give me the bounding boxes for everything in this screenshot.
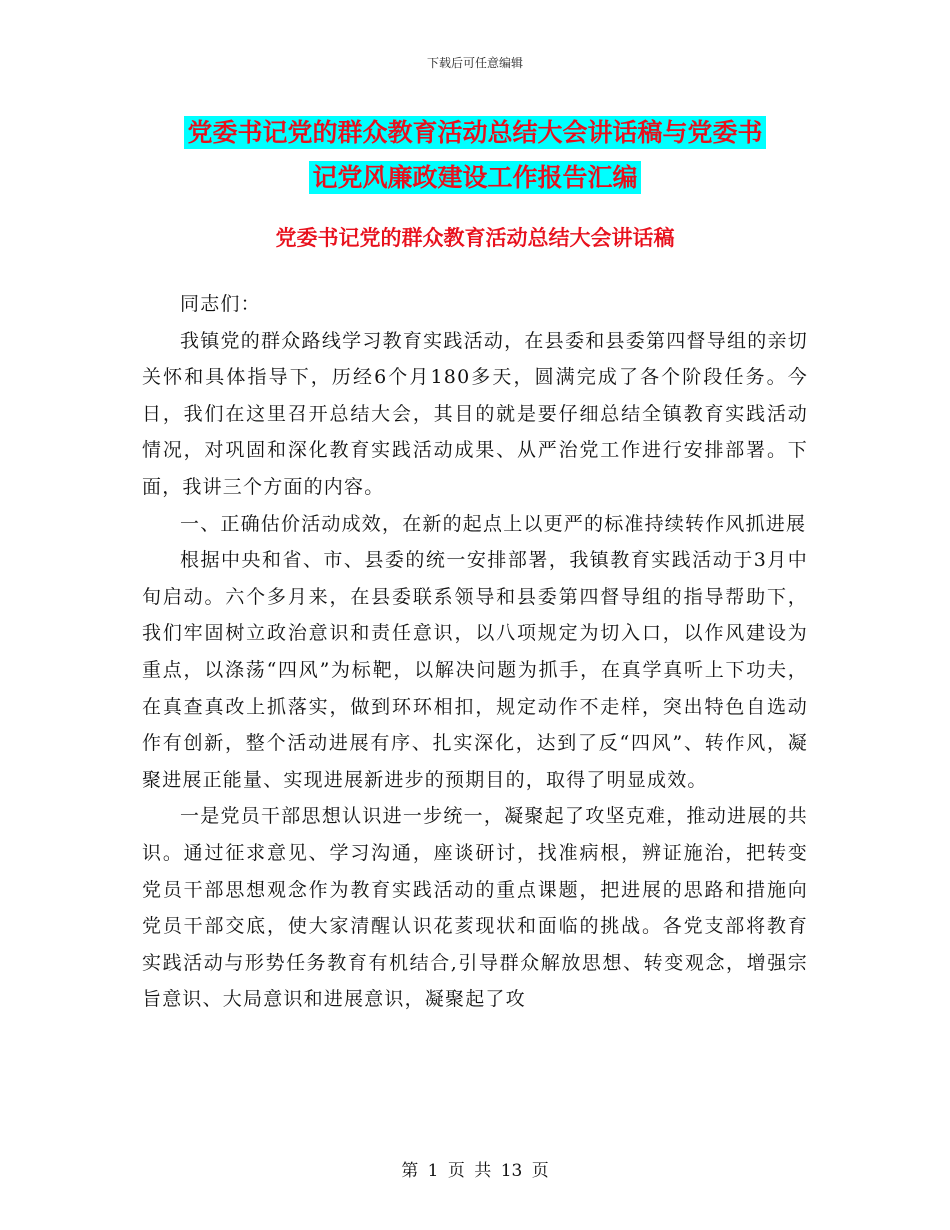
document-title xyxy=(140,110,810,200)
body-paragraph: 一、正确估价活动成效，在新的起点上以更严的标准持续转作风抓进展 xyxy=(180,512,807,535)
section-title: 党委书记党的群众教育活动总结大会讲话稿 xyxy=(275,225,675,250)
body-paragraph: 根据中央和省、市、县委的统一安排部署，我镇教育实践活动于3月中旬启动。六个多月来，在县委联系领导和县委第四督导组的指导帮助下，我们牢固树立政治意识和责任意识，以八项规定为切入口，以作风建设为重点，以涤荡“四风”为标靶，以解决问题为抓手，在真学真听上下功夫，在真查真改上抓落实，做到环环相扣，规定动作不走样，突出特色自选动作有创新，整个活动进展有序、扎实深化，达到了反“四风”、转作风，凝聚进展正能量、实现进展新进步的预期目的，取得了明显成效。 xyxy=(142,549,808,791)
page-header-note: 下载后可任意编辑 xyxy=(426,56,523,70)
document-body xyxy=(142,286,808,1018)
page-number: 第 1 页 共 13 页 xyxy=(401,1161,549,1181)
body-paragraph: 我镇党的群众路线学习教育实践活动，在县委和县委第四督导组的亲切关怀和具体指导下，历经6个月180多天，圆满完成了各个阶段任务。今日，我们在这里召开总结大会，其目的就是要仔细总结全镇教育实践活动情况，对巩固和深化教育实践活动成果、从严治党工作进行安排部署。下面，我讲三个方面的内容。 xyxy=(142,329,808,498)
document-title-line-2: 记党风廉政建设工作报告汇编 xyxy=(309,161,640,194)
salutation: 同志们： xyxy=(180,293,261,315)
body-paragraph: 一是党员干部思想认识进一步统一，凝聚起了攻坚克难，推动进展的共识。通过征求意见、学习沟通，座谈研讨，找准病根，辨证施治，把转变党员干部思想观念作为教育实践活动的重点课题，把进展的思路和措施向党员干部交底，使大家清醒认识花荄现状和面临的挑战。各党支部将教育实践活动与形势任务教育有机结合,引导群众解放思想、转变观念，增强宗旨意识、大局意识和进展意识，凝聚起了攻 xyxy=(142,805,808,1011)
document-title-line-1: 党委书记党的群众教育活动总结大会讲话稿与党委书 xyxy=(184,116,765,149)
